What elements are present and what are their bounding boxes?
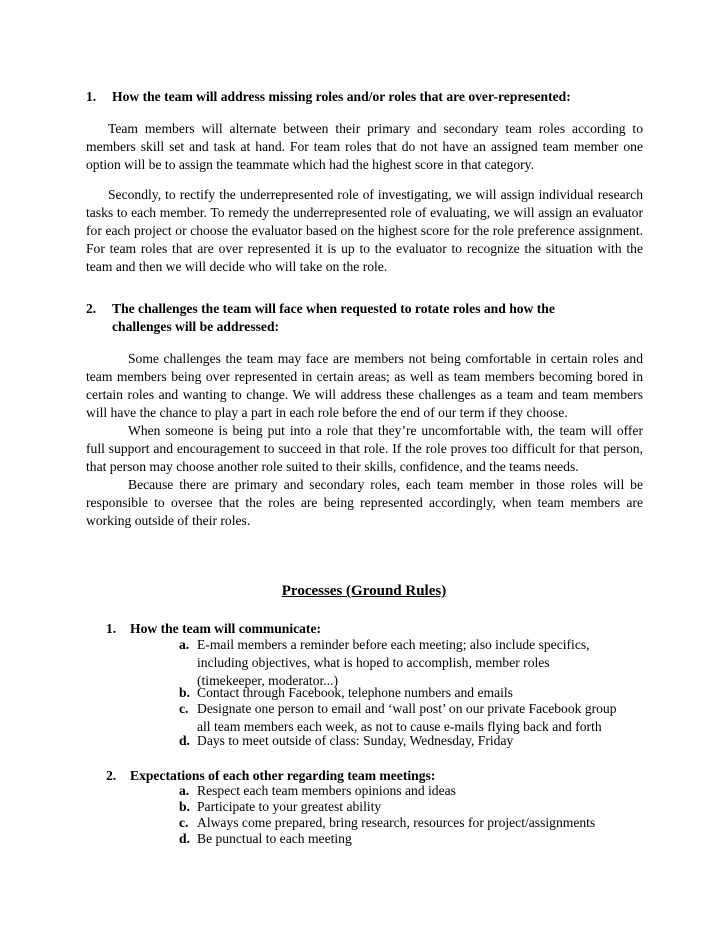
list-item-line: E-mail members a reminder before each meeting; also include specifics, [197,637,590,652]
list-item [179,830,649,848]
section1-paragraph-2: Secondly, to rectify the underrepresented role of investigating, we will assign individual research tasks to each member. To remedy the underrepresented role of evaluating, we will assign an evaluator for each project or choose the evaluator based on the highest score for the role preference assignment. For team roles that are over represented it is up to the evaluator to recognize the situation with the team and then we will decide who will take on the role. [86,187,643,274]
section2-heading-line2: challenges will be addressed: [112,319,280,334]
section2-number: 2. [86,301,97,316]
section2-paragraph-3: Because there are primary and secondary roles, each team member in those roles will be responsible to oversee that the roles are being represented accordingly, when team members are working outside of their roles. [86,477,643,528]
list-item-label: b. [179,685,190,700]
section1-heading: How the team will address missing roles and/or roles that are over-represented: [112,89,571,104]
list-item-line: Designate one person to email and ‘wall post’ on our private Facebook group [197,701,617,716]
list-item-label: a. [179,637,190,652]
list-item-text: Participate to your greatest ability [197,799,382,814]
section2-body [86,350,643,530]
section1-paragraph-1: Team members will alternate between their primary and secondary team roles according to members skill set and task at hand. For team roles that do not have an assigned team member one option will be to assign the teammate which had the highest score in that category. [86,121,643,172]
list-item-text: Contact through Facebook, telephone numbers and emails [197,685,513,700]
list-item [179,700,649,736]
list-item [179,732,649,750]
list-item [179,636,649,690]
section2-heading-line1: The challenges the team will face when requested to rotate roles and how the [112,301,555,316]
list-item-text: Days to meet outside of class: Sunday, Wednesday, Friday [197,733,514,748]
list-item-text [197,700,649,736]
section1-body [86,120,643,276]
list-item-line: all team members each week, as not to cause e-mails flying back and forth [197,719,602,734]
list-item-label: a. [179,783,190,798]
section1-number: 1. [86,89,97,104]
list-item-label: b. [179,799,190,814]
list-item-label: d. [179,733,190,748]
processes-item1-number: 1. [106,621,117,636]
processes-item2-heading: Expectations of each other regarding team meetings: [130,768,436,783]
list-item-text: Always come prepared, bring research, resources for project/assignments [197,815,596,830]
section2-paragraph-2: When someone is being put into a role that they’re uncomfortable with, the team will offer full support and encouragement to succeed in that role. If the role proves too difficult for that person, that person may choose another role suited to their skills, confidence, and the teams needs. [86,423,643,474]
section2-paragraph-1: Some challenges the team may face are members not being comfortable in certain roles and team members being over represented in certain areas; as well as team members becoming bored in certain roles and wanting to change. We will address these challenges as a team and team members will have the chance to play a part in each role before the end of our term if they choose. [86,351,643,420]
list-item-text [197,636,649,690]
list-item-label: c. [179,815,189,830]
processes-title: Processes (Ground Rules) [281,583,447,599]
list-item-label: c. [179,701,189,716]
processes-item2-number: 2. [106,768,117,783]
list-item-line: including objectives, what is hoped to accomplish, member roles [197,655,550,670]
list-item-text: Be punctual to each meeting [197,831,352,846]
list-item-line: (timekeeper, moderator...) [197,673,338,688]
list-item-text: Respect each team members opinions and ideas [197,783,456,798]
list-item-label: d. [179,831,190,846]
processes-item1-heading: How the team will communicate: [130,621,322,636]
